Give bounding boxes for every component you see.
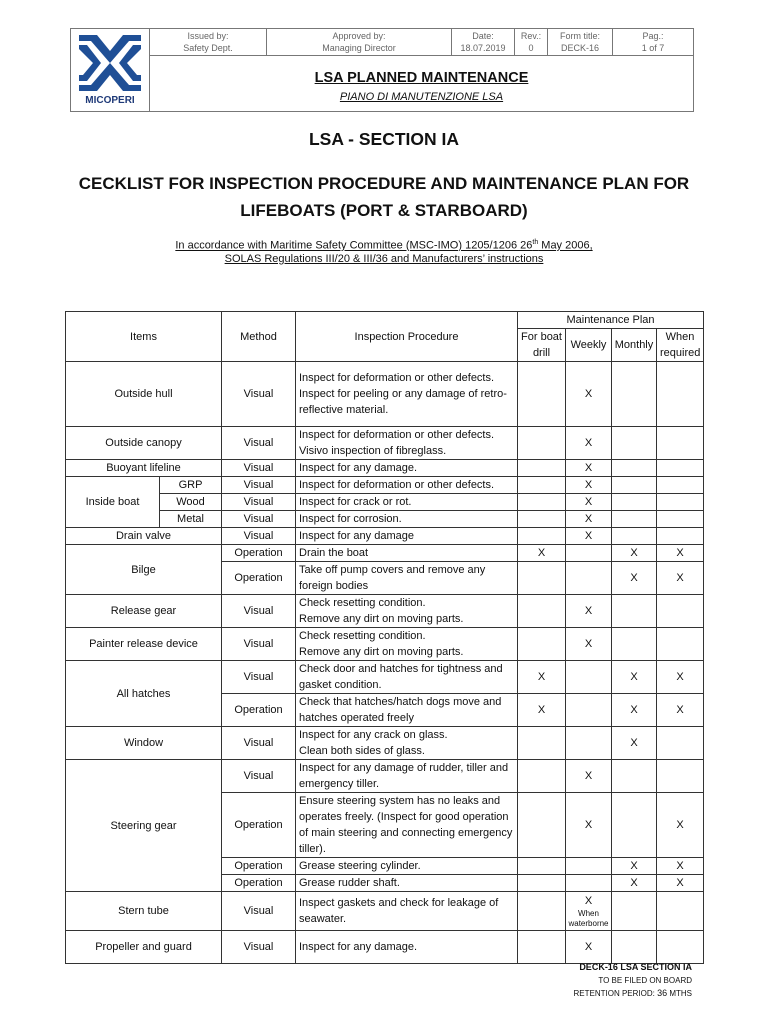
when-cell bbox=[657, 494, 704, 511]
drill-cell bbox=[518, 460, 566, 477]
monthly-cell bbox=[612, 595, 657, 628]
monthly-cell bbox=[612, 494, 657, 511]
procedure-line: Visivo inspection of fibreglass. bbox=[299, 445, 447, 457]
doc-subtitle: PIANO DI MANUTENZIONE LSA bbox=[339, 90, 504, 103]
monthly-mark: X bbox=[612, 661, 657, 694]
procedure-cell: Grease steering cylinder. bbox=[296, 858, 518, 875]
table-row bbox=[66, 460, 704, 477]
section-title: LSA - SECTION IA bbox=[308, 129, 460, 149]
form-title-cell bbox=[548, 29, 613, 56]
procedure-cell bbox=[296, 595, 518, 628]
monthly-cell bbox=[612, 793, 657, 858]
procedure-cell: Inspect for any damage. bbox=[296, 931, 518, 964]
checklist-title-line1: CECKLIST FOR INSPECTION PROCEDURE AND MAINTENANCE PLAN FOR bbox=[78, 174, 690, 193]
when-mark: X bbox=[657, 545, 704, 562]
drill-cell bbox=[518, 727, 566, 760]
weekly-mark: X bbox=[566, 628, 612, 661]
procedure-cell bbox=[296, 628, 518, 661]
procedure-cell: Ensure steering system has no leaks and operates freely. (Inspect for good operation of main steering and connecting emergency tiller). bbox=[296, 793, 518, 858]
procedure-line: Clean both sides of glass. bbox=[299, 745, 425, 757]
when-cell bbox=[657, 528, 704, 545]
when-mark: X bbox=[657, 875, 704, 892]
method-cell: Visual bbox=[222, 892, 296, 931]
drill-cell bbox=[518, 760, 566, 793]
col-header-items: Items bbox=[66, 312, 222, 362]
method-cell: Operation bbox=[222, 562, 296, 595]
table-row bbox=[66, 595, 704, 628]
monthly-mark: X bbox=[612, 727, 657, 760]
monthly-mark: X bbox=[612, 858, 657, 875]
monthly-cell bbox=[612, 760, 657, 793]
procedure-line: Remove any dirt on moving parts. bbox=[299, 613, 464, 625]
rev-label: Rev.: bbox=[520, 31, 542, 42]
date-label: Date: bbox=[472, 31, 494, 42]
drill-cell bbox=[518, 362, 566, 427]
weekly-cell bbox=[566, 875, 612, 892]
monthly-cell bbox=[612, 931, 657, 964]
drill-cell bbox=[518, 427, 566, 460]
weekly-mark: X bbox=[566, 528, 612, 545]
footer-filing-note: TO BE FILED ON BOARD bbox=[598, 976, 692, 985]
method-cell: Visual bbox=[222, 362, 296, 427]
weekly-cell bbox=[566, 545, 612, 562]
col-header-maintenance-plan: Maintenance Plan bbox=[518, 312, 704, 329]
drill-cell bbox=[518, 931, 566, 964]
form-label: Form title: bbox=[559, 31, 600, 42]
weekly-cell bbox=[566, 694, 612, 727]
table-row bbox=[66, 511, 704, 528]
when-cell bbox=[657, 931, 704, 964]
table-row bbox=[66, 931, 704, 964]
procedure-cell: Inspect for any damage. bbox=[296, 460, 518, 477]
col-header-monthly: Monthly bbox=[612, 329, 657, 362]
weekly-cell bbox=[566, 892, 612, 931]
weekly-mark: X bbox=[566, 460, 612, 477]
procedure-cell: Inspect for corrosion. bbox=[296, 511, 518, 528]
procedure-line: Inspect for any crack on glass. bbox=[299, 729, 448, 741]
procedure-cell: Drain the boat bbox=[296, 545, 518, 562]
subitem-cell: Wood bbox=[160, 494, 222, 511]
method-cell: Visual bbox=[222, 494, 296, 511]
when-cell bbox=[657, 362, 704, 427]
drill-cell bbox=[518, 892, 566, 931]
method-cell: Visual bbox=[222, 760, 296, 793]
drill-mark: X bbox=[518, 545, 566, 562]
col-header-when: When required bbox=[657, 329, 704, 362]
when-cell bbox=[657, 760, 704, 793]
method-cell: Operation bbox=[222, 793, 296, 858]
when-cell bbox=[657, 628, 704, 661]
item-cell: Release gear bbox=[66, 595, 222, 628]
when-cell bbox=[657, 892, 704, 931]
when-waterborne-note: When waterborne bbox=[568, 909, 609, 928]
col-header-drill: For boat drill bbox=[518, 329, 566, 362]
header-title-cell bbox=[150, 56, 694, 112]
doc-title: LSA PLANNED MAINTENANCE bbox=[314, 69, 529, 86]
method-cell: Visual bbox=[222, 528, 296, 545]
procedure-cell: Check that hatches/hatch dogs move and hatches operated freely bbox=[296, 694, 518, 727]
subitem-cell: Metal bbox=[160, 511, 222, 528]
procedure-cell: Inspect for any damage of rudder, tiller and emergency tiller. bbox=[296, 760, 518, 793]
reference-line1 bbox=[0, 236, 768, 253]
document-header bbox=[70, 28, 694, 112]
item-cell: Window bbox=[66, 727, 222, 760]
procedure-line: Check resetting condition. bbox=[299, 597, 426, 609]
monthly-mark: X bbox=[612, 545, 657, 562]
when-cell bbox=[657, 477, 704, 494]
weekly-cell bbox=[566, 661, 612, 694]
method-cell: Visual bbox=[222, 727, 296, 760]
monthly-cell bbox=[612, 511, 657, 528]
drill-cell bbox=[518, 595, 566, 628]
rev-value: 0 bbox=[528, 43, 534, 54]
weekly-mark: X bbox=[566, 477, 612, 494]
item-cell: Inside boat bbox=[66, 477, 160, 528]
method-cell: Visual bbox=[222, 427, 296, 460]
header-row bbox=[66, 312, 704, 329]
issued-label: Issued by: bbox=[187, 31, 229, 42]
item-cell: Steering gear bbox=[66, 760, 222, 892]
item-cell: Painter release device bbox=[66, 628, 222, 661]
monthly-cell bbox=[612, 477, 657, 494]
when-mark: X bbox=[657, 858, 704, 875]
monthly-cell bbox=[612, 528, 657, 545]
procedure-cell: Inspect for crack or rot. bbox=[296, 494, 518, 511]
page-cell bbox=[613, 29, 694, 56]
page-label: Pag.: bbox=[642, 31, 664, 42]
monthly-cell bbox=[612, 362, 657, 427]
method-cell: Visual bbox=[222, 511, 296, 528]
micoperi-logo-icon bbox=[71, 29, 149, 97]
reference-line2: SOLAS Regulations III/20 & III/36 and Manufacturers’ instructions bbox=[224, 253, 544, 265]
when-mark: X bbox=[657, 562, 704, 595]
item-cell: Bilge bbox=[66, 545, 222, 595]
issued-value: Safety Dept. bbox=[183, 43, 233, 54]
weekly-cell bbox=[566, 858, 612, 875]
when-cell bbox=[657, 727, 704, 760]
drill-cell bbox=[518, 477, 566, 494]
col-header-method: Method bbox=[222, 312, 296, 362]
method-cell: Operation bbox=[222, 545, 296, 562]
weekly-mark: X bbox=[584, 895, 593, 907]
item-cell: All hatches bbox=[66, 661, 222, 727]
procedure-cell: Check door and hatches for tightness and gasket condition. bbox=[296, 661, 518, 694]
drill-cell bbox=[518, 562, 566, 595]
table-row bbox=[66, 528, 704, 545]
drill-cell bbox=[518, 528, 566, 545]
weekly-mark: X bbox=[566, 427, 612, 460]
item-cell: Propeller and guard bbox=[66, 931, 222, 964]
drill-cell bbox=[518, 628, 566, 661]
monthly-cell bbox=[612, 892, 657, 931]
drill-mark: X bbox=[518, 694, 566, 727]
item-cell: Outside canopy bbox=[66, 427, 222, 460]
monthly-mark: X bbox=[612, 875, 657, 892]
procedure-line: Remove any dirt on moving parts. bbox=[299, 646, 464, 658]
method-cell: Visual bbox=[222, 460, 296, 477]
item-cell: Buoyant lifeline bbox=[66, 460, 222, 477]
table-row bbox=[66, 494, 704, 511]
method-cell: Visual bbox=[222, 661, 296, 694]
weekly-cell bbox=[566, 727, 612, 760]
weekly-mark: X bbox=[566, 362, 612, 427]
footer-retention-value: 36 bbox=[657, 988, 668, 998]
reference-line1-post: May 2006, bbox=[538, 239, 593, 252]
col-header-procedure: Inspection Procedure bbox=[296, 312, 518, 362]
footer-retention bbox=[574, 987, 693, 1000]
procedure-line: Inspect for deformation or other defects. bbox=[299, 429, 495, 441]
weekly-cell bbox=[566, 562, 612, 595]
item-cell: Outside hull bbox=[66, 362, 222, 427]
drill-mark: X bbox=[518, 661, 566, 694]
checklist-table bbox=[65, 311, 704, 964]
procedure-cell: Inspect gaskets and check for leakage of seawater. bbox=[296, 892, 518, 931]
when-cell bbox=[657, 427, 704, 460]
reference-line1-sup: th bbox=[532, 239, 539, 246]
document-footer bbox=[574, 961, 693, 1000]
when-mark: X bbox=[657, 793, 704, 858]
item-cell: Drain valve bbox=[66, 528, 222, 545]
table-row bbox=[66, 545, 704, 562]
procedure-cell bbox=[296, 362, 518, 427]
monthly-mark: X bbox=[612, 694, 657, 727]
table-row bbox=[66, 427, 704, 460]
approved-value: Managing Director bbox=[322, 43, 396, 54]
procedure-line: Inspect for peeling or any damage of retro-reflective material. bbox=[299, 388, 507, 416]
date-value: 18.07.2019 bbox=[460, 43, 506, 54]
table-row bbox=[66, 362, 704, 427]
drill-cell bbox=[518, 875, 566, 892]
approved-label: Approved by: bbox=[332, 31, 386, 42]
checklist-title bbox=[70, 170, 698, 224]
monthly-cell bbox=[612, 427, 657, 460]
monthly-cell bbox=[612, 628, 657, 661]
weekly-mark: X bbox=[566, 760, 612, 793]
item-cell: Stern tube bbox=[66, 892, 222, 931]
table-row bbox=[66, 628, 704, 661]
procedure-cell: Take off pump covers and remove any foreign bodies bbox=[296, 562, 518, 595]
reference-line1-pre: In accordance with Maritime Safety Committee (MSC-IMO) 1205/1206 26 bbox=[175, 239, 533, 252]
when-cell bbox=[657, 460, 704, 477]
subitem-cell: GRP bbox=[160, 477, 222, 494]
table-row bbox=[66, 727, 704, 760]
logo-cell bbox=[71, 29, 150, 112]
page-value: 1 of 7 bbox=[641, 43, 665, 54]
weekly-mark: X bbox=[566, 931, 612, 964]
method-cell: Visual bbox=[222, 595, 296, 628]
logo-wordmark: MICOPERI bbox=[85, 95, 135, 106]
procedure-cell: Inspect for any damage bbox=[296, 528, 518, 545]
weekly-mark: X bbox=[566, 595, 612, 628]
weekly-mark: X bbox=[566, 511, 612, 528]
when-cell bbox=[657, 595, 704, 628]
micoperi-logo bbox=[71, 29, 149, 111]
weekly-mark: X bbox=[566, 494, 612, 511]
procedure-line: Check resetting condition. bbox=[299, 630, 426, 642]
checklist-title-line2: LIFEBOATS (PORT & STARBOARD) bbox=[240, 201, 528, 220]
when-mark: X bbox=[657, 661, 704, 694]
procedure-cell bbox=[296, 727, 518, 760]
method-cell: Visual bbox=[222, 931, 296, 964]
drill-cell bbox=[518, 511, 566, 528]
footer-retention-label: RETENTION PERIOD: bbox=[573, 989, 655, 998]
issued-by-cell bbox=[150, 29, 267, 56]
table-row bbox=[66, 477, 704, 494]
approved-by-cell bbox=[267, 29, 452, 56]
drill-cell bbox=[518, 858, 566, 875]
method-cell: Operation bbox=[222, 875, 296, 892]
procedure-line: Inspect for deformation or other defects. bbox=[299, 372, 495, 384]
table-row bbox=[66, 661, 704, 694]
method-cell: Visual bbox=[222, 628, 296, 661]
when-cell bbox=[657, 511, 704, 528]
table-row bbox=[66, 760, 704, 793]
method-cell: Operation bbox=[222, 694, 296, 727]
col-header-weekly: Weekly bbox=[566, 329, 612, 362]
date-cell bbox=[452, 29, 515, 56]
rev-cell bbox=[515, 29, 548, 56]
drill-cell bbox=[518, 793, 566, 858]
footer-form-ref: DECK-16 LSA SECTION IA bbox=[579, 962, 692, 972]
monthly-mark: X bbox=[612, 562, 657, 595]
method-cell: Visual bbox=[222, 477, 296, 494]
when-mark: X bbox=[657, 694, 704, 727]
procedure-cell: Grease rudder shaft. bbox=[296, 875, 518, 892]
procedure-cell: Inspect for deformation or other defects. bbox=[296, 477, 518, 494]
monthly-cell bbox=[612, 460, 657, 477]
form-value: DECK-16 bbox=[560, 43, 599, 54]
table-row bbox=[66, 892, 704, 931]
drill-cell bbox=[518, 494, 566, 511]
weekly-mark: X bbox=[566, 793, 612, 858]
footer-retention-unit: MTHS bbox=[669, 989, 692, 998]
method-cell: Operation bbox=[222, 858, 296, 875]
procedure-cell bbox=[296, 427, 518, 460]
